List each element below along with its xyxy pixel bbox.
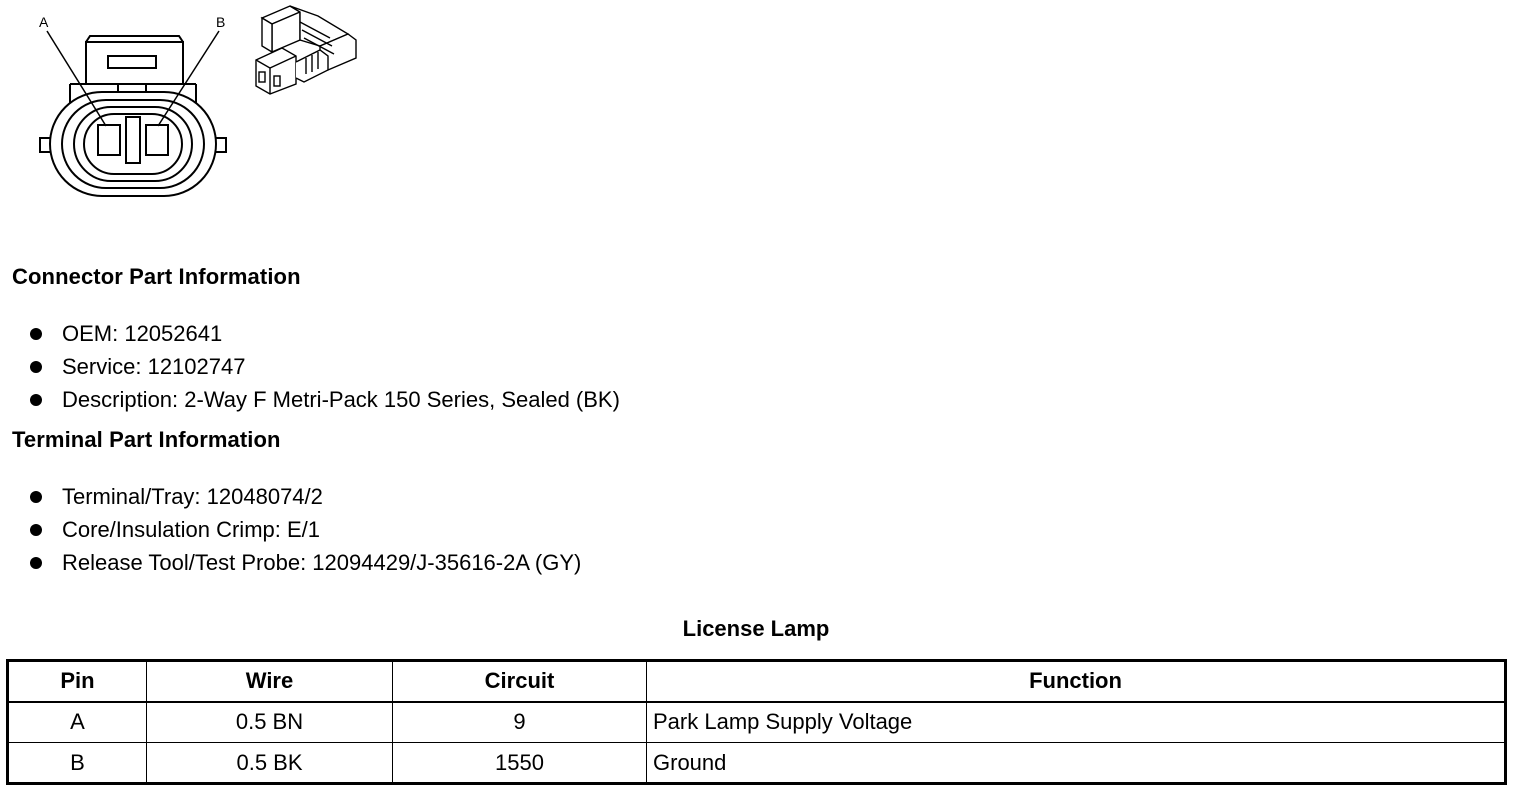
connector-info-list	[30, 317, 620, 416]
terminal-tray-text: Terminal/Tray: 12048074/2	[62, 483, 323, 509]
list-item	[30, 350, 620, 383]
list-item	[30, 513, 581, 546]
cell-function: Ground	[647, 743, 1506, 784]
table-row	[8, 743, 1506, 784]
column-header-wire: Wire	[147, 661, 393, 702]
crimp-text: Core/Insulation Crimp: E/1	[62, 516, 320, 542]
pin-a-label: A	[39, 14, 49, 30]
column-header-function: Function	[647, 661, 1506, 702]
connector-info-heading: Connector Part Information	[12, 264, 301, 289]
cell-pin: A	[8, 702, 147, 743]
cell-circuit: 1550	[393, 743, 647, 784]
bullet-icon	[30, 524, 42, 536]
table-caption: License Lamp	[682, 616, 830, 641]
column-header-circuit: Circuit	[393, 661, 647, 702]
bullet-icon	[30, 394, 42, 406]
pinout-table	[6, 659, 1507, 785]
connector-face-drawing	[0, 0, 380, 210]
cell-pin: B	[8, 743, 147, 784]
bullet-icon	[30, 491, 42, 503]
bullet-icon	[30, 361, 42, 373]
connector-isometric-icon	[256, 6, 356, 94]
column-header-pin: Pin	[8, 661, 147, 702]
release-tool-text: Release Tool/Test Probe: 12094429/J-35616-2A (GY)	[62, 549, 582, 575]
service-text: Service: 12102747	[62, 353, 246, 379]
cell-circuit: 9	[393, 702, 647, 743]
description-text: Description: 2-Way F Metri-Pack 150 Series, Sealed (BK)	[62, 386, 620, 412]
connector-diagram	[0, 0, 380, 215]
terminal-info-list	[30, 480, 581, 579]
list-item	[30, 480, 581, 513]
list-item	[30, 317, 620, 350]
terminal-info-heading: Terminal Part Information	[12, 427, 281, 452]
cell-wire: 0.5 BN	[147, 702, 393, 743]
bullet-icon	[30, 328, 42, 340]
cell-function: Park Lamp Supply Voltage	[647, 702, 1506, 743]
table-row	[8, 702, 1506, 743]
cell-wire: 0.5 BK	[147, 743, 393, 784]
list-item	[30, 383, 620, 416]
oem-text: OEM: 12052641	[62, 320, 223, 346]
bullet-icon	[30, 557, 42, 569]
list-item	[30, 546, 581, 579]
table-header-row	[8, 661, 1506, 702]
pin-b-label: B	[216, 14, 226, 30]
